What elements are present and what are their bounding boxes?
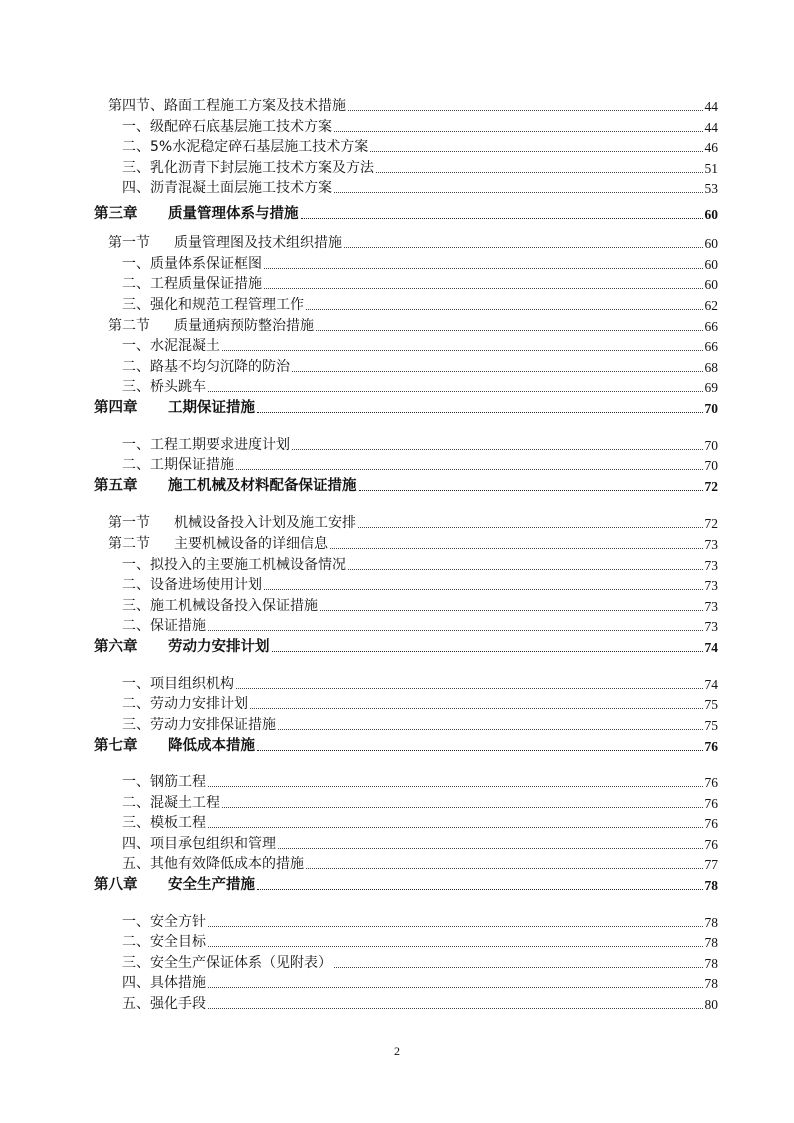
toc-entry-label (122, 273, 262, 293)
toc-entry-title: 三、安全生产保证体系（见附表） (122, 954, 332, 971)
toc-entry-label (122, 673, 234, 693)
toc-entry-page-number: 78 (704, 955, 718, 971)
toc-entry-title: 二、设备进场使用计划 (122, 577, 262, 593)
toc-entry-label (122, 993, 206, 1013)
toc-chapter-entry[interactable] (94, 396, 718, 425)
toc-entry-title: 二、安全目标 (122, 934, 206, 950)
toc-entry-title: 三、施工机械设备投入保证措施 (122, 597, 318, 614)
toc-entry-title: 一、拟投入的主要施工机械设备情况 (122, 556, 346, 573)
toc-entry-page-number: 78 (704, 976, 718, 991)
toc-entry-label (108, 232, 342, 252)
toc-entry-title: 质量通病预防整治措施 (174, 317, 314, 334)
toc-entry-page-number: 70 (704, 401, 718, 416)
toc-entry-label (108, 315, 314, 335)
toc-item-entry[interactable] (94, 454, 718, 475)
toc-entry-page-number: 72 (704, 516, 718, 531)
toc-item-entry[interactable] (94, 615, 718, 636)
toc-entry-label (122, 771, 206, 791)
toc-item-entry[interactable] (94, 972, 718, 993)
toc-chapter-entry[interactable] (94, 734, 718, 763)
toc-item-entry[interactable] (94, 553, 718, 574)
toc-entry-label (122, 812, 206, 832)
toc-entry-title: 二、保证措施 (122, 618, 206, 634)
dot-leader (292, 370, 703, 372)
dot-leader (222, 806, 703, 808)
toc-entry-title: 二、混凝土工程 (122, 794, 220, 811)
dot-leader (264, 287, 703, 289)
toc-entry-title: 三、模板工程 (122, 815, 206, 831)
dot-leader (306, 867, 703, 869)
dot-leader (272, 650, 703, 652)
toc-entry-label (122, 693, 248, 713)
toc-entry-title: 二、路基不均匀沉降的防治 (122, 358, 290, 375)
toc-entry-title: 二、劳动力安排计划 (122, 696, 248, 712)
toc-entry-label (122, 972, 206, 992)
toc-entry-label (122, 253, 262, 273)
toc-entry-page-number: 69 (704, 380, 718, 395)
toc-entry-label (94, 202, 299, 223)
toc-entry-label (122, 911, 206, 931)
toc-entry-page-number: 70 (704, 437, 718, 453)
toc-entry-page-number: 80 (704, 996, 718, 1012)
toc-entry-number: 第一节 (108, 235, 150, 251)
dot-leader (370, 150, 702, 152)
toc-entry-page-number: 44 (704, 99, 718, 114)
toc-entry-label (122, 931, 206, 951)
toc-chapter-entry[interactable] (94, 474, 718, 503)
toc-chapter-entry[interactable] (94, 873, 718, 902)
toc-entry-title: 一、工程工期要求进度计划 (122, 436, 290, 453)
dot-leader (348, 568, 703, 570)
toc-chapter-entry[interactable] (94, 201, 718, 231)
toc-entry-page-number: 76 (704, 836, 718, 852)
toc-entry-title: 四、具体措施 (122, 975, 206, 991)
toc-entry-page-number: 74 (704, 676, 718, 692)
toc-entry-page-number: 62 (704, 297, 718, 313)
toc-entry-title: 质量管理图及技术组织措施 (174, 235, 342, 251)
toc-entry-label (122, 356, 290, 376)
dot-leader (257, 411, 703, 413)
toc-entry-page-number: 78 (704, 878, 718, 893)
toc-entry-label (122, 177, 332, 197)
toc-item-entry[interactable] (94, 433, 718, 454)
toc-item-entry[interactable] (94, 252, 718, 273)
toc-entry-label (122, 595, 318, 615)
dot-leader (208, 986, 703, 988)
toc-entry-title: 三、乳化沥青下封层施工技术方案及方法 (122, 159, 374, 176)
toc-section-entry[interactable] (94, 314, 718, 335)
toc-item-entry[interactable] (94, 853, 718, 874)
dot-leader (334, 966, 703, 968)
toc-entry-title: 降低成本措施 (168, 736, 255, 754)
toc-entry-title: 一、级配碎石底基层施工技术方案 (122, 118, 332, 135)
dot-leader (264, 588, 703, 590)
toc-item-entry[interactable] (94, 376, 718, 397)
toc-entry-page-number: 60 (704, 256, 718, 272)
dot-leader (316, 329, 703, 331)
toc-entry-page-number: 73 (704, 578, 718, 593)
toc-entry-title: 机械设备投入计划及施工安排 (174, 515, 356, 531)
toc-entry-label (122, 853, 304, 873)
toc-entry-label (122, 157, 374, 177)
toc-section-entry[interactable] (94, 231, 718, 252)
dot-leader (278, 728, 703, 730)
toc-entry-page-number: 73 (704, 619, 718, 634)
toc-entry-page-number: 73 (704, 537, 718, 552)
toc-entry-title: 劳动力安排计划 (168, 638, 270, 655)
toc-entry-label (122, 574, 262, 594)
toc-entry-page-number: 60 (704, 236, 718, 251)
toc-entry-number: 第二节 (108, 317, 150, 334)
toc-entry-title: 质量管理体系与措施 (168, 205, 299, 222)
toc-entry-title: 一、安全方针 (122, 913, 206, 930)
toc-entry-label (108, 533, 328, 553)
toc-entry-label (94, 873, 255, 894)
toc-entry-page-number: 76 (704, 795, 718, 811)
toc-entry-page-number: 53 (704, 181, 718, 196)
toc-entry-number: 第二节 (108, 536, 150, 552)
toc-entry-label (122, 554, 346, 574)
toc-entry-page-number: 78 (704, 914, 718, 930)
toc-section-entry[interactable] (94, 511, 718, 532)
dot-leader (208, 1007, 703, 1009)
toc-item-entry[interactable] (94, 693, 718, 714)
dot-leader (208, 785, 703, 787)
dot-leader (358, 526, 703, 528)
dot-leader (320, 609, 703, 611)
toc-item-entry[interactable] (94, 574, 718, 595)
toc-entry-page-number: 76 (704, 775, 718, 790)
toc-item-entry[interactable] (94, 771, 718, 792)
toc-entry-title: 二、工程质量保证措施 (122, 276, 262, 292)
page-number: 2 (394, 1044, 400, 1058)
toc-entry-page-number: 75 (704, 697, 718, 712)
toc-entry-label (122, 136, 368, 156)
toc-entry-page-number: 46 (704, 140, 718, 155)
toc-entry-title: 三、桥头跳车 (122, 379, 206, 395)
toc-entry-label (94, 474, 357, 495)
dot-leader (208, 629, 703, 631)
dot-leader (359, 489, 703, 491)
toc-entry-page-number: 60 (704, 207, 718, 222)
toc-entry-title: 五、其他有效降低成本的措施 (122, 856, 304, 872)
dot-leader (292, 448, 703, 450)
toc-entry-number: 第七章 (94, 736, 138, 754)
toc-entry-page-number: 76 (704, 738, 718, 754)
toc-entry-title: 安全生产措施 (168, 876, 255, 893)
dot-leader (264, 267, 703, 269)
toc-entry-title: 第四节、路面工程施工方案及技术措施 (108, 98, 346, 114)
dot-leader (236, 468, 703, 470)
toc-entry-title: 二、5%水泥稳定碎石基层施工技术方案 (122, 139, 369, 155)
toc-item-entry[interactable] (94, 115, 718, 136)
toc-item-entry[interactable] (94, 177, 718, 198)
dot-leader (334, 191, 703, 193)
toc-entry-label (122, 615, 206, 635)
dot-leader (208, 945, 703, 947)
toc-entry-label (108, 95, 346, 115)
toc-item-entry[interactable] (94, 992, 718, 1013)
dot-leader (208, 925, 703, 927)
dot-leader (334, 130, 703, 132)
toc-entry-label (122, 833, 276, 853)
toc-entry-number: 第六章 (94, 638, 138, 655)
toc-entry-page-number: 70 (704, 458, 718, 473)
toc-item-entry[interactable] (94, 812, 718, 833)
dot-leader (278, 847, 703, 849)
toc-entry-label (122, 952, 332, 972)
toc-entry-page-number: 68 (704, 359, 718, 375)
toc-entry-title: 一、水泥混凝土 (122, 338, 220, 354)
toc-chapter-entry[interactable] (94, 635, 718, 664)
toc-entry-label (122, 116, 332, 136)
toc-item-entry[interactable] (94, 713, 718, 734)
toc-entry-number: 第一节 (108, 515, 150, 531)
toc-item-entry[interactable] (94, 791, 718, 812)
toc-entry-title: 施工机械及材料配备保证措施 (168, 477, 357, 494)
toc-entry-number: 第八章 (94, 876, 138, 893)
toc-section-entry[interactable] (94, 94, 718, 115)
toc-entry-title: 四、项目承包组织和管理 (122, 835, 276, 852)
toc-entry-title: 一、项目组织机构 (122, 675, 234, 692)
toc-entry-label (122, 335, 220, 355)
toc-entry-page-number: 77 (704, 857, 718, 872)
toc-entry-number: 第四章 (94, 399, 138, 416)
toc-entry-page-number: 72 (704, 479, 718, 494)
toc-entry-page-number: 60 (704, 277, 718, 292)
toc-entry-title: 三、强化和规范工程管理工作 (122, 296, 304, 313)
toc-entry-label (94, 734, 255, 755)
toc-item-entry[interactable] (94, 273, 718, 294)
toc-entry-page-number: 44 (704, 119, 718, 135)
toc-item-entry[interactable] (94, 355, 718, 376)
toc-entry-page-number: 75 (704, 717, 718, 733)
toc-entry-label (94, 635, 270, 656)
toc-entry-label (94, 396, 255, 417)
toc-item-entry[interactable] (94, 910, 718, 931)
toc-entry-page-number: 66 (704, 318, 718, 334)
dot-leader (301, 217, 703, 219)
dot-leader (208, 390, 703, 392)
dot-leader (330, 547, 703, 549)
toc-item-entry[interactable] (94, 594, 718, 615)
dot-leader (348, 109, 703, 111)
dot-leader (344, 246, 703, 248)
toc-entry-label (122, 792, 220, 812)
toc-item-entry[interactable] (94, 156, 718, 177)
toc-entry-page-number: 73 (704, 557, 718, 573)
toc-item-entry[interactable] (94, 136, 718, 157)
toc-entry-label (122, 376, 206, 396)
toc-item-entry[interactable] (94, 293, 718, 314)
toc-entry-title: 二、工期保证措施 (122, 457, 234, 473)
dot-leader (376, 171, 703, 173)
dot-leader (257, 749, 703, 751)
dot-leader (208, 826, 703, 828)
toc-section-entry[interactable] (94, 532, 718, 553)
toc-item-entry[interactable] (94, 672, 718, 693)
toc-entry-title: 主要机械设备的详细信息 (174, 536, 328, 552)
toc-entry-page-number: 78 (704, 935, 718, 950)
toc-entry-page-number: 66 (704, 339, 718, 354)
toc-entry-label (108, 512, 356, 532)
toc-entry-title: 五、强化手段 (122, 995, 206, 1012)
toc-entry-page-number: 76 (704, 816, 718, 831)
toc-entry-label (122, 294, 304, 314)
toc-entry-number: 第五章 (94, 477, 138, 494)
toc-item-entry[interactable] (94, 931, 718, 952)
toc-item-entry[interactable] (94, 832, 718, 853)
toc-entry-label (122, 434, 290, 454)
toc-entry-title: 工期保证措施 (168, 399, 255, 416)
table-of-contents (94, 94, 718, 1013)
toc-entry-label (122, 454, 234, 474)
toc-entry-title: 一、质量体系保证框图 (122, 255, 262, 272)
toc-entry-number: 第三章 (94, 205, 138, 222)
toc-item-entry[interactable] (94, 951, 718, 972)
toc-entry-page-number: 73 (704, 598, 718, 614)
dot-leader (306, 308, 703, 310)
dot-leader (250, 707, 703, 709)
dot-leader (257, 888, 703, 890)
toc-entry-title: 一、钢筋工程 (122, 774, 206, 790)
dot-leader (222, 349, 703, 351)
dot-leader (236, 687, 703, 689)
toc-entry-page-number: 51 (704, 160, 718, 176)
toc-entry-title: 三、劳动力安排保证措施 (122, 716, 276, 733)
toc-entry-title: 四、沥青混凝土面层施工技术方案 (122, 180, 332, 196)
toc-item-entry[interactable] (94, 335, 718, 356)
toc-entry-page-number: 74 (704, 640, 718, 655)
toc-entry-label (122, 714, 276, 734)
